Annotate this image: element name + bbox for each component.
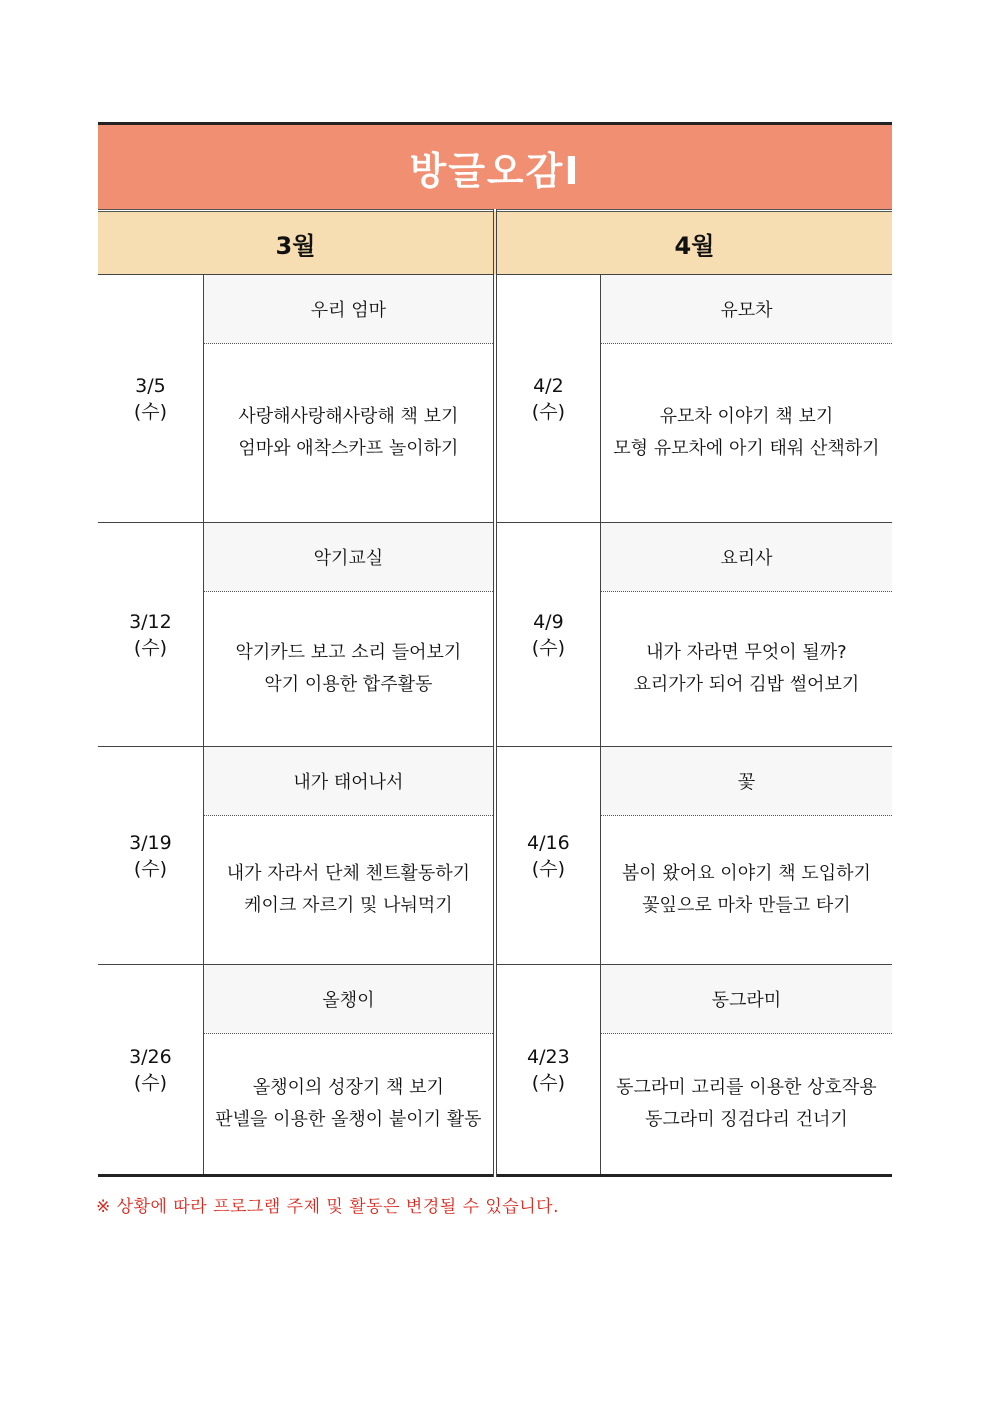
activity-cell xyxy=(203,1034,495,1176)
activity-line: 동그라미 고리를 이용한 상호작용 xyxy=(616,1077,877,1098)
weekday-label: (수) xyxy=(133,636,167,659)
activity-line: 악기 이용한 합주활동 xyxy=(264,674,433,695)
date-label: 4/23 xyxy=(527,1045,570,1068)
date-label: 3/5 xyxy=(135,374,166,397)
activity-line: 올챙이의 성장기 책 보기 xyxy=(252,1077,444,1098)
activity-line: 케이크 자르기 및 나눠먹기 xyxy=(244,895,453,916)
topic-cell: 동그라미 xyxy=(600,965,892,1034)
weekday-label: (수) xyxy=(531,636,565,659)
weekday-label: (수) xyxy=(531,400,565,423)
page-title: 방글오감Ⅰ xyxy=(409,148,581,193)
date-cell xyxy=(98,275,203,523)
topic-cell: 악기교실 xyxy=(203,523,495,592)
activity-line: 악기카드 보고 소리 들어보기 xyxy=(235,642,462,663)
weekday-label: (수) xyxy=(133,1071,167,1094)
activity-line: 내가 자라서 단체 첸트활동하기 xyxy=(226,863,470,884)
activity-line: 봄이 왔어요 이야기 책 도입하기 xyxy=(621,863,871,884)
date-cell xyxy=(98,965,203,1176)
activity-cell xyxy=(600,816,892,965)
topic-cell: 내가 태어나서 xyxy=(203,747,495,816)
week-row xyxy=(98,965,892,1034)
date-cell xyxy=(495,747,600,965)
month-header-row xyxy=(98,211,892,275)
activity-line: 동그라미 징검다리 건너기 xyxy=(645,1109,848,1130)
activity-line: 모형 유모차에 아기 태워 산책하기 xyxy=(613,438,880,459)
activity-line: 사랑해사랑해사랑해 책 보기 xyxy=(238,406,459,427)
date-label: 4/9 xyxy=(533,610,564,633)
activity-line: 판넬을 이용한 올챙이 붙이기 활동 xyxy=(215,1109,482,1130)
week-row xyxy=(98,275,892,344)
date-label: 4/2 xyxy=(533,374,564,397)
date-cell xyxy=(495,275,600,523)
activity-cell xyxy=(600,1034,892,1176)
weekday-label: (수) xyxy=(531,1071,565,1094)
activity-line: 유모차 이야기 책 보기 xyxy=(659,406,834,427)
program-sheet xyxy=(98,122,892,1177)
title-banner xyxy=(98,122,892,209)
topic-cell: 올챙이 xyxy=(203,965,495,1034)
activity-line: 엄마와 애착스카프 놀이하기 xyxy=(238,438,459,459)
week-row xyxy=(98,747,892,816)
activity-line: 내가 자라면 무엇이 될까? xyxy=(646,642,847,663)
date-cell xyxy=(495,523,600,747)
activity-cell xyxy=(203,816,495,965)
month-header-march: 3월 xyxy=(98,211,495,275)
date-label: 3/26 xyxy=(129,1045,172,1068)
activity-cell xyxy=(203,344,495,523)
weekday-label: (수) xyxy=(133,857,167,880)
footnote: ※ 상황에 따라 프로그램 주제 및 활동은 변경될 수 있습니다. xyxy=(96,1197,559,1217)
topic-cell: 유모차 xyxy=(600,275,892,344)
weekday-label: (수) xyxy=(133,400,167,423)
date-label: 3/19 xyxy=(129,831,172,854)
activity-line: 꽃잎으로 마차 만들고 타기 xyxy=(642,895,851,916)
topic-cell: 요리사 xyxy=(600,523,892,592)
topic-cell: 우리 엄마 xyxy=(203,275,495,344)
week-row xyxy=(98,523,892,592)
date-label: 4/16 xyxy=(527,831,570,854)
topic-cell: 꽃 xyxy=(600,747,892,816)
date-cell xyxy=(98,747,203,965)
date-cell xyxy=(495,965,600,1176)
activity-cell xyxy=(600,592,892,747)
activity-cell xyxy=(203,592,495,747)
weekday-label: (수) xyxy=(531,857,565,880)
schedule-table xyxy=(98,209,892,1177)
month-header-april: 4월 xyxy=(495,211,892,275)
activity-cell xyxy=(600,344,892,523)
date-label: 3/12 xyxy=(129,610,172,633)
activity-line: 요리가가 되어 김밥 썰어보기 xyxy=(633,674,860,695)
date-cell xyxy=(98,523,203,747)
